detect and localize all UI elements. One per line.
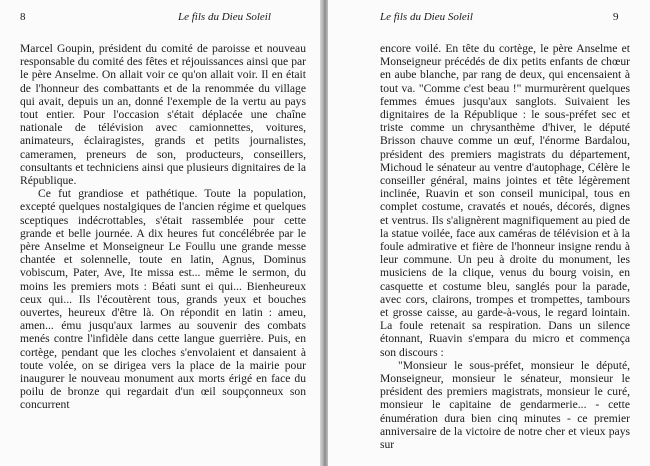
paragraph: "Monsieur le sous-préfet, monsieur le député, Monseigneur, monsieur le sénateur, monsieur le président des premiers magistrats, monsieur le curé, monsieur le capitaine de gendarmerie... - cette énumération dura bien cinq minutes - ce premier anniversaire de la victoire de notre cher et vieux pays sur <box>380 358 630 452</box>
page-number: 8 <box>20 11 26 23</box>
body-text <box>380 42 630 451</box>
paragraph: encore voilé. En tête du cortège, le père Anselme et Monseigneur précédés de dix petits enfants de chœur en aube blanche, par rang de deux, qui encensaient à tout va. "Comme c'est beau !" murmurèrent quelques femmes émues jusqu'aux sanglots. Suivaient les dignitaires de la République : le sous-préfet sec et triste comme un chrysanthème d'hiver, le député Brisson chauve comme un œuf, l'énorme Bardalou, président des premiers magistrats du département, Michoud le sénateur au ventre d'autophage, Célère le conseiller général, mains jointes et tête légèrement inclinée, Ruavin et son conseil municipal, tous en complet costume, cravatés et noués, décorés, dignes et ventrus. Ils s'alignèrent magnifiquement au pied de la statue voilée, face aux caméras de télévision et à la foule admirative et fière de l'honneur insigne rendu à leur commune. Un peu à droite du monument, les musiciens de la clique, venus du bourg voisin, en casquette et costume bleu, sanglés pour la parade, avec cors, clairons, trompes et trompettes, tambours et grosse caisse, au garde-à-vous, le regard lointain. La foule retenait sa respiration. Dans un silence étonnant, Ruavin s'empara du micro et commença son discours : <box>380 42 630 359</box>
running-title: Le fils du Dieu Soleil <box>178 11 271 23</box>
paragraph: Ce fut grandiose et pathétique. Toute la population, excepté quelques nostalgiques de l'ancien régime et quelques sceptiques indécrottables, s'était rassemblée pour cette grande et belle journée. A dix heures fut concélébrée par le père Anselme et Monseigneur Le Foullu une grande messe chantée et solennelle, toute en latin, Agnus, Dominus vobiscum, Pater, Ave, Ite missa est... même le sermon, du moins les premiers mots : Béati sunt ei qui... Bienheureux ceux qui... Ils l'écoutèrent tous, grands yeux et bouches ouvertes, heureux d'être là. On répondit en latin : ameu, amen... ému jusqu'aux larmes au souvenir des combats menés contre l'infidèle dans cette langue guerrière. Puis, en cortège, pendant que les cloches s'envolaient et dansaient à toute volée, on se dirigea vers la place de la mairie pour inaugurer le nouveau monument aux morts érigé en face du poilu de bronze qui regardait d'un œil soupçonneux son concurrent <box>20 187 306 412</box>
page-number: 9 <box>613 11 619 23</box>
running-title: Le fils du Dieu Soleil <box>380 11 473 23</box>
right-page <box>328 0 650 466</box>
left-page <box>0 0 322 466</box>
body-text <box>20 42 306 412</box>
paragraph: Marcel Goupin, président du comité de paroisse et nouveau responsable du comité des fêtes et réjouissances ainsi que par le père Anselme. On allait voir ce qu'on allait voir. Il en était de l'honneur des combattants et de la renommée du village qui avait, depuis un an, donné l'exemple de la vertu au pays tout entier. Pour l'occasion s'était déplacée une chaîne nationale de télévision avec camionnettes, voitures, animateurs, éclairagistes, grands et petits journalistes, cameramen, preneurs de son, producteurs, conseillers, consultants et techniciens ainsi que plusieurs dignitaires de la République. <box>20 42 306 188</box>
